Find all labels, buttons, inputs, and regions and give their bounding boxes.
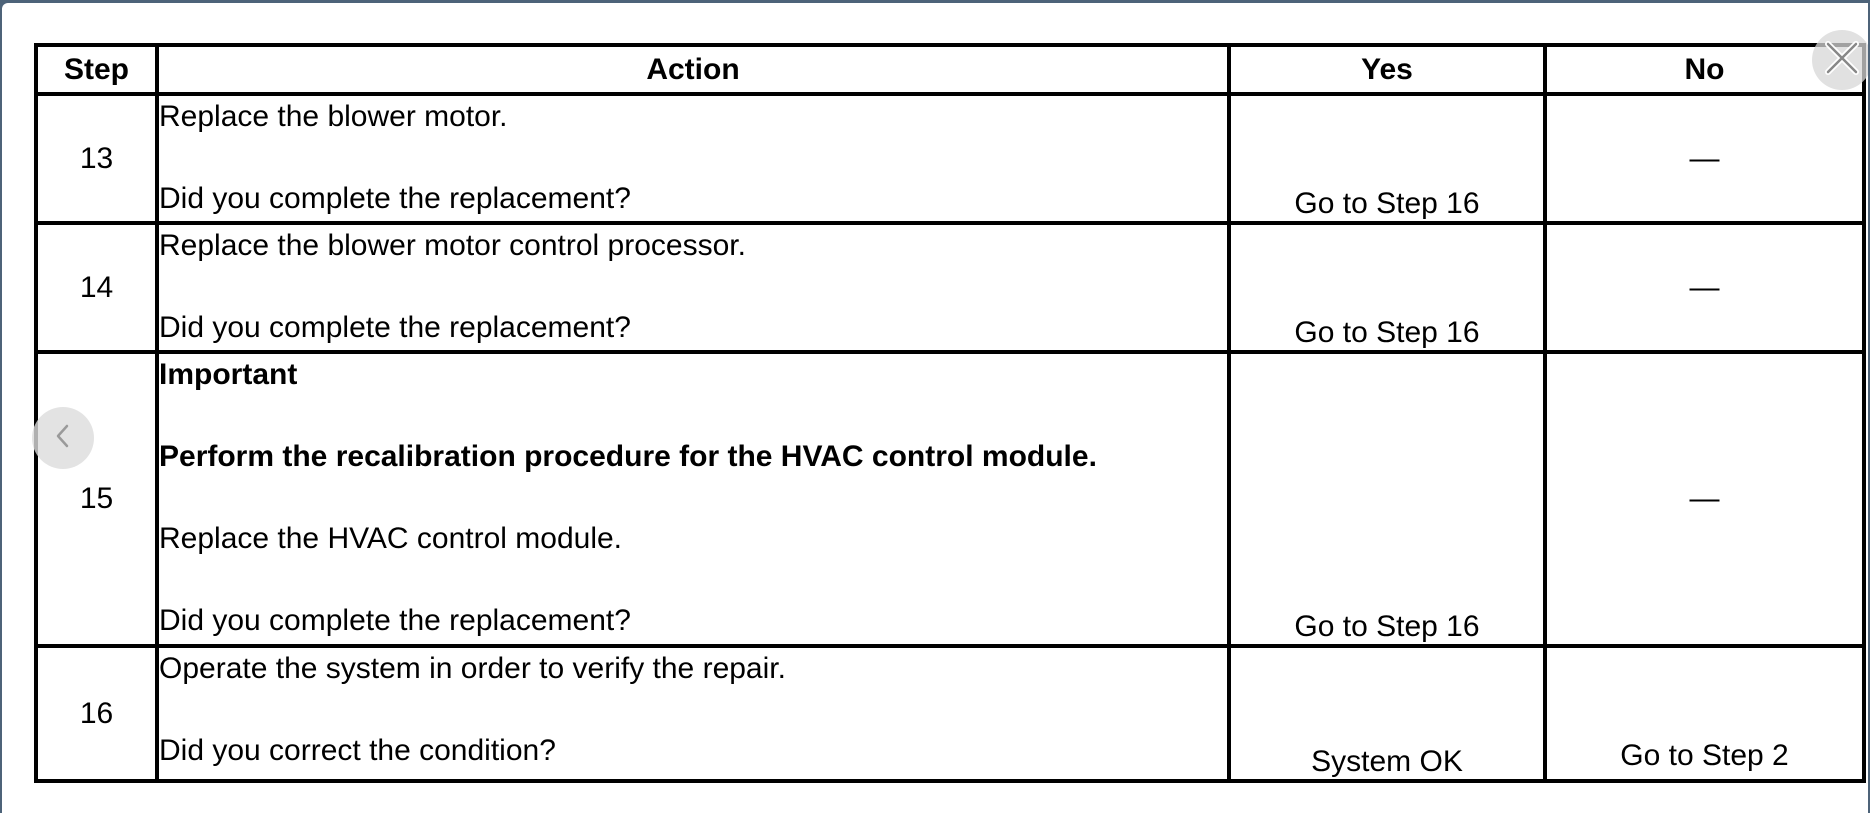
table-row [36, 94, 1864, 223]
step-number: 13 [36, 94, 157, 223]
yes-result: System OK [1229, 646, 1545, 781]
no-result: — [1545, 352, 1864, 646]
action-cell [157, 94, 1229, 223]
action-question: Did you correct the condition? [159, 734, 556, 767]
yes-result: Go to Step 16 [1229, 223, 1545, 352]
previous-button[interactable] [32, 407, 94, 469]
image-viewer [2, 3, 1868, 813]
action-question: Did you complete the replacement? [159, 311, 631, 344]
action-cell [157, 352, 1229, 646]
important-note: Perform the recalibration procedure for the HVAC control module. [159, 440, 1097, 473]
action-instruction: Replace the blower motor. [159, 100, 508, 133]
close-button[interactable] [1812, 30, 1868, 90]
step-number: 14 [36, 223, 157, 352]
yes-result: Go to Step 16 [1229, 352, 1545, 646]
action-cell [157, 223, 1229, 352]
header-yes: Yes [1229, 45, 1545, 94]
table-row [36, 352, 1864, 646]
no-result: — [1545, 223, 1864, 352]
no-result: — [1545, 94, 1864, 223]
action-instruction: Operate the system in order to verify the repair. [159, 652, 786, 685]
chevron-left-icon [48, 421, 78, 456]
step-number: 16 [36, 646, 157, 781]
action-question: Did you complete the replacement? [159, 604, 631, 637]
action-question: Did you complete the replacement? [159, 182, 631, 215]
step-number: 15 [36, 352, 157, 646]
table-row [36, 223, 1864, 352]
yes-result: Go to Step 16 [1229, 94, 1545, 223]
table-header-row [36, 45, 1864, 94]
action-cell [157, 646, 1229, 781]
header-no: No [1545, 45, 1864, 94]
diagnostic-table [34, 43, 1866, 783]
header-step: Step [36, 45, 157, 94]
action-instruction: Replace the blower motor control processor. [159, 229, 746, 262]
action-instruction: Replace the HVAC control module. [159, 522, 623, 555]
table-row [36, 646, 1864, 781]
important-label: Important [159, 358, 298, 391]
header-action: Action [157, 45, 1229, 94]
close-icon [1822, 38, 1862, 83]
no-result: Go to Step 2 [1545, 646, 1864, 781]
